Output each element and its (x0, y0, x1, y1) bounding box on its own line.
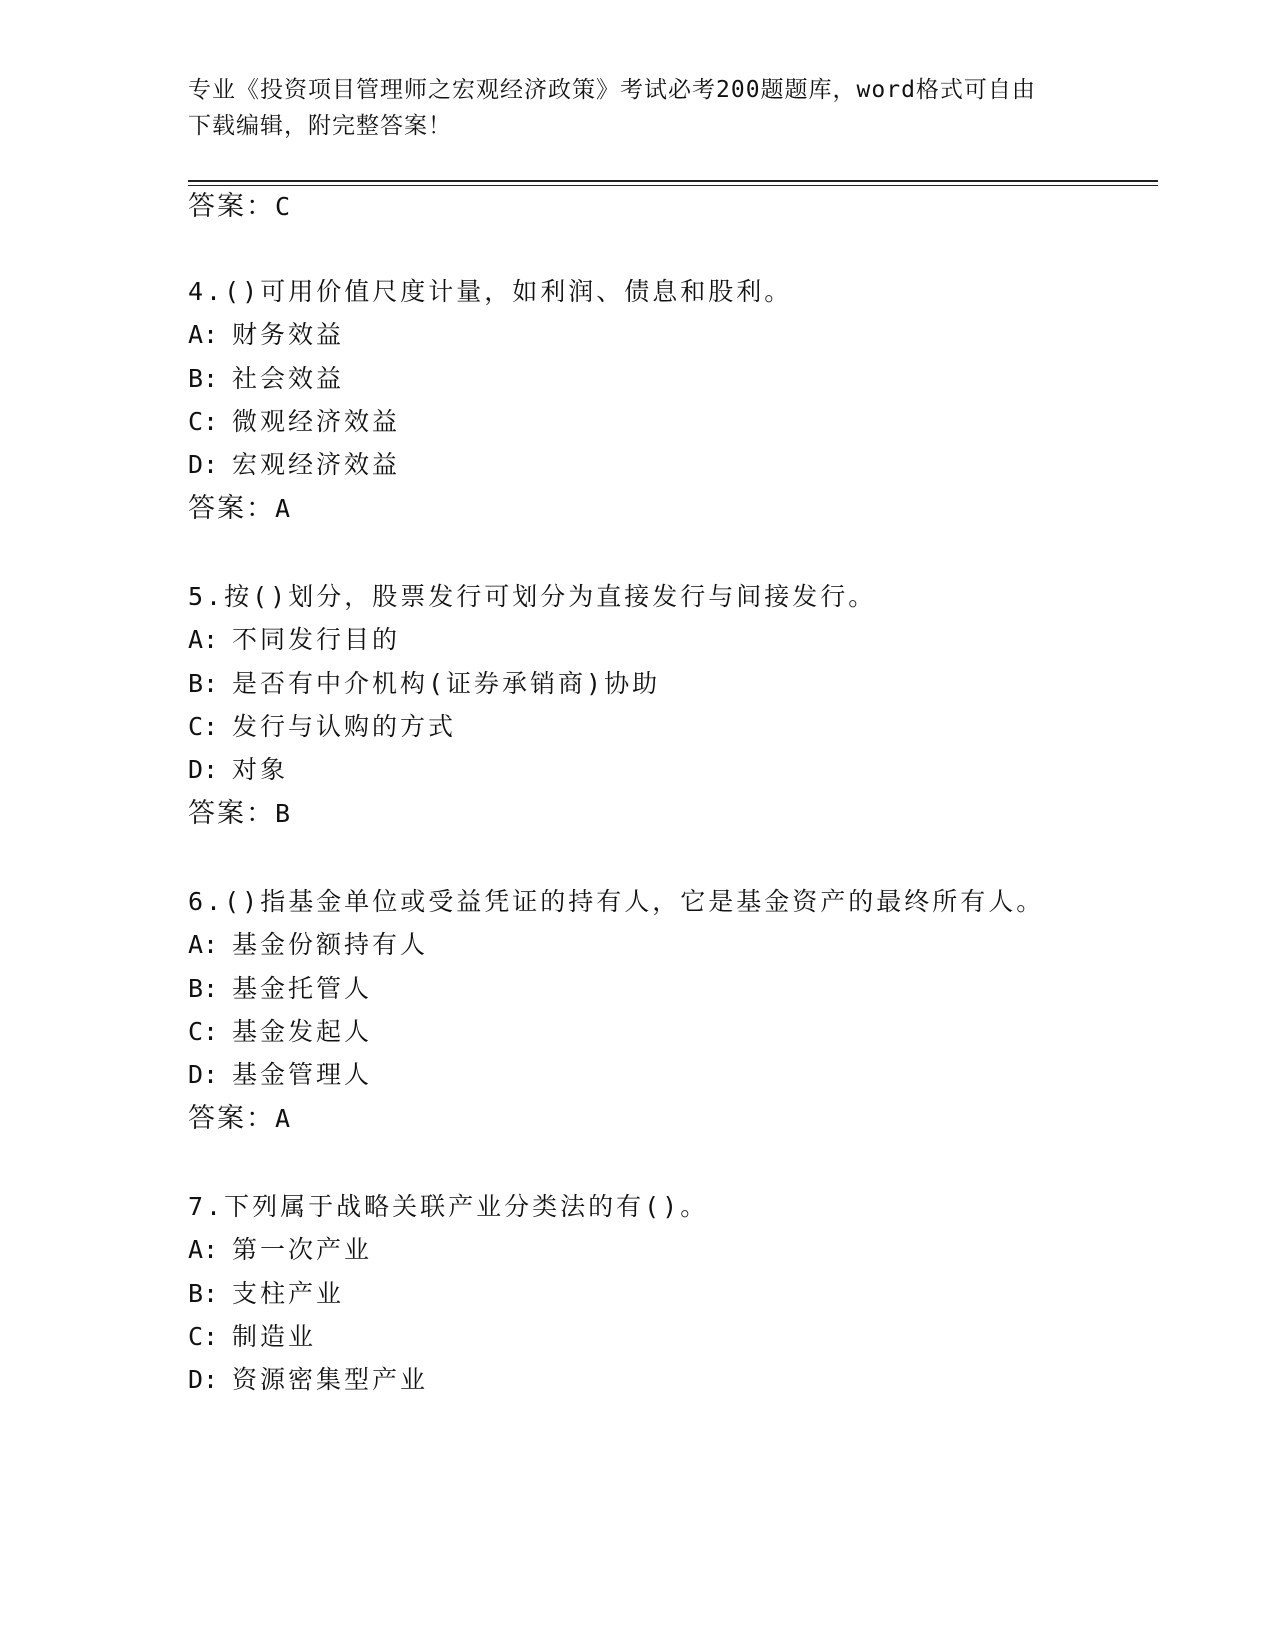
option-label: B: (188, 364, 219, 393)
header-line-1: 专业《投资项目管理师之宏观经济政策》考试必考200题题库，word格式可自由 (188, 77, 1036, 103)
option-label: A: (188, 625, 219, 654)
question-stem: 4.()可用价值尺度计量，如利润、债息和股利。 (188, 277, 793, 306)
option-text: 制造业 (232, 1322, 317, 1351)
option-text: 宏观经济效益 (232, 450, 401, 479)
option-text: 资源密集型产业 (232, 1365, 429, 1394)
answer-line (188, 1102, 292, 1136)
option-text: 基金份额持有人 (232, 930, 429, 959)
option-label: B: (188, 669, 219, 698)
answer-line (188, 797, 292, 831)
option-label: A: (188, 930, 219, 959)
option-label: A: (188, 320, 219, 349)
option-label: D: (188, 1060, 219, 1089)
option-d (188, 448, 400, 482)
option-label: B: (188, 974, 219, 1003)
option-text: 第一次产业 (232, 1235, 373, 1264)
option-text: 财务效益 (232, 320, 345, 349)
answer-label: 答案： (188, 191, 275, 222)
answer-value: A (275, 1104, 293, 1133)
document-header (188, 72, 1088, 144)
header-divider (188, 180, 1158, 182)
option-d (188, 753, 288, 787)
question-stem: 6.()指基金单位或受益凭证的持有人，它是基金资产的最终所有人。 (188, 887, 1045, 916)
option-a (188, 1233, 372, 1267)
option-text: 基金发起人 (232, 1017, 373, 1046)
option-b (188, 667, 660, 701)
option-a (188, 623, 400, 657)
answer-value: C (275, 192, 293, 221)
option-b (188, 1277, 344, 1311)
answer-line (188, 190, 292, 224)
option-label: A: (188, 1235, 219, 1264)
header-divider-thin (188, 185, 1158, 186)
answer-value: B (275, 799, 293, 828)
answer-value: A (275, 494, 293, 523)
answer-label: 答案： (188, 798, 275, 829)
answer-label: 答案： (188, 493, 275, 524)
option-d (188, 1363, 428, 1397)
option-label: C: (188, 1017, 219, 1046)
option-text: 微观经济效益 (232, 407, 401, 436)
option-text: 发行与认购的方式 (232, 712, 457, 741)
option-label: C: (188, 712, 219, 741)
option-label: C: (188, 1322, 219, 1351)
option-label: D: (188, 450, 219, 479)
option-text: 基金托管人 (232, 974, 373, 1003)
option-c (188, 1320, 316, 1354)
answer-line (188, 492, 292, 526)
option-c (188, 1015, 372, 1049)
answer-label: 答案： (188, 1103, 275, 1134)
option-label: C: (188, 407, 219, 436)
option-text: 支柱产业 (232, 1279, 345, 1308)
option-d (188, 1058, 372, 1092)
option-label: D: (188, 755, 219, 784)
option-c (188, 405, 400, 439)
option-text: 对象 (232, 755, 289, 784)
option-text: 不同发行目的 (232, 625, 401, 654)
option-a (188, 928, 428, 962)
question-stem: 5.按()划分，股票发行可划分为直接发行与间接发行。 (188, 582, 877, 611)
option-label: D: (188, 1365, 219, 1394)
option-text: 基金管理人 (232, 1060, 373, 1089)
option-text: 社会效益 (232, 364, 345, 393)
header-line-2: 下载编辑，附完整答案！ (188, 113, 452, 139)
option-b (188, 362, 344, 396)
option-b (188, 972, 372, 1006)
option-label: B: (188, 1279, 219, 1308)
option-text: 是否有中介机构(证券承销商)协助 (232, 669, 661, 698)
question-stem: 7.下列属于战略关联产业分类法的有()。 (188, 1192, 709, 1221)
option-c (188, 710, 456, 744)
option-a (188, 318, 344, 352)
